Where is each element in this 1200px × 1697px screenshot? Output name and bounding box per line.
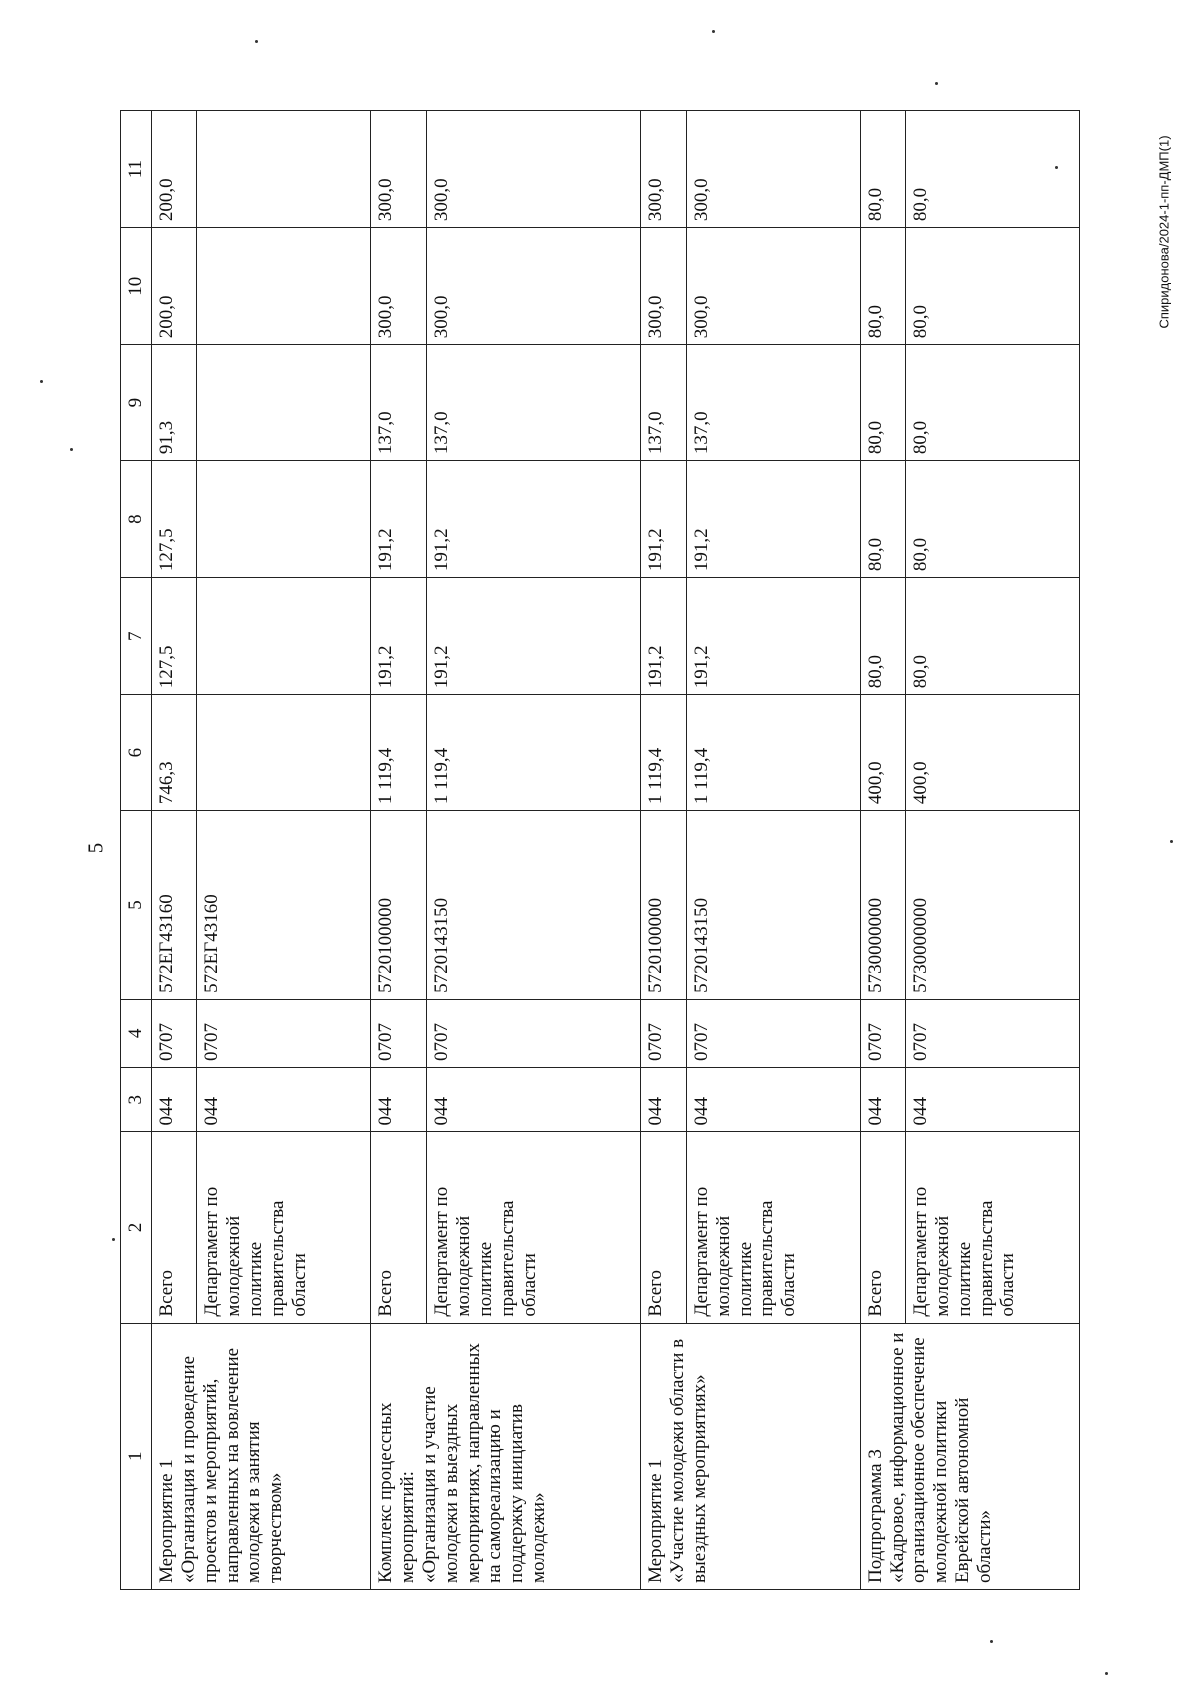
value-cell: 5720143150 — [686, 811, 860, 1000]
value-cell: 300,0 — [427, 111, 641, 228]
value-cell: 0707 — [427, 999, 641, 1067]
value-cell: 300,0 — [686, 111, 860, 228]
value-cell: 5720143150 — [427, 811, 641, 1000]
scan-speck — [112, 1238, 115, 1241]
value-cell: 80,0 — [906, 461, 1080, 578]
value-cell: 200,0 — [152, 111, 197, 228]
value-cell: 80,0 — [906, 345, 1080, 461]
value-cell: 0707 — [641, 999, 686, 1067]
value-cell: 80,0 — [906, 228, 1080, 345]
value-cell: 1 119,4 — [427, 695, 641, 811]
header-cell: 8 — [121, 461, 152, 578]
value-cell: 191,2 — [427, 461, 641, 578]
value-cell: 191,2 — [686, 578, 860, 695]
activity-name-cell: Мероприятие 1 «Участие молодежи области в выездных мероприятиях» — [641, 1323, 860, 1589]
value-cell — [197, 695, 371, 811]
responsible-cell: Департамент по молодежной политике правительства области — [427, 1132, 641, 1323]
scan-speck — [1055, 166, 1058, 169]
value-cell: 80,0 — [860, 461, 905, 578]
value-cell: 5730000000 — [906, 811, 1080, 1000]
value-cell: 400,0 — [906, 695, 1080, 811]
value-cell: 137,0 — [641, 345, 686, 461]
value-cell: 191,2 — [641, 461, 686, 578]
value-cell: 191,2 — [371, 578, 427, 695]
value-cell: 200,0 — [152, 228, 197, 345]
value-cell: 5720100000 — [641, 811, 686, 1000]
value-cell: 044 — [686, 1067, 860, 1132]
value-cell — [197, 578, 371, 695]
value-cell: 80,0 — [906, 111, 1080, 228]
value-cell — [197, 228, 371, 345]
scan-speck — [990, 1640, 993, 1643]
header-cell: 7 — [121, 578, 152, 695]
header-cell: 10 — [121, 228, 152, 345]
value-cell: 0707 — [197, 999, 371, 1067]
value-cell: 300,0 — [371, 228, 427, 345]
value-cell: 0707 — [906, 999, 1080, 1067]
value-cell — [197, 111, 371, 228]
value-cell: 044 — [641, 1067, 686, 1132]
scan-speck — [255, 40, 258, 43]
value-cell: 1 119,4 — [371, 695, 427, 811]
responsible-cell: Департамент по молодежной политике правительства области — [197, 1132, 371, 1323]
scan-speck — [40, 380, 43, 383]
value-cell: 80,0 — [906, 578, 1080, 695]
value-cell: 91,3 — [152, 345, 197, 461]
value-cell: 300,0 — [371, 111, 427, 228]
value-cell: 0707 — [152, 999, 197, 1067]
header-cell: 2 — [121, 1132, 152, 1323]
value-cell: 127,5 — [152, 578, 197, 695]
value-cell: 137,0 — [371, 345, 427, 461]
scan-speck — [1105, 1672, 1108, 1675]
value-cell: 044 — [427, 1067, 641, 1132]
responsible-cell: Департамент по молодежной политике правительства области — [906, 1132, 1080, 1323]
scan-speck — [935, 82, 938, 85]
value-cell: 191,2 — [641, 578, 686, 695]
value-cell: 572ЕГ43160 — [197, 811, 371, 1000]
header-cell: 11 — [121, 111, 152, 228]
activity-name-cell: Комплекс процессных мероприятий: «Организация и участие молодежи в выездных мероприятиях, направленных на самореализацию и поддержку инициатив молодежи» — [371, 1323, 641, 1589]
value-cell — [197, 461, 371, 578]
header-cell: 1 — [121, 1323, 152, 1589]
value-cell: 572ЕГ43160 — [152, 811, 197, 1000]
value-cell: 1 119,4 — [641, 695, 686, 811]
table-row — [371, 111, 427, 1590]
table-row — [641, 111, 686, 1590]
page-number: 5 — [83, 842, 108, 854]
scan-speck — [1170, 840, 1173, 843]
header-cell: 3 — [121, 1067, 152, 1132]
value-cell: 127,5 — [152, 461, 197, 578]
budget-table — [120, 110, 1080, 1590]
responsible-cell: Всего — [641, 1132, 686, 1323]
value-cell: 0707 — [371, 999, 427, 1067]
header-cell: 5 — [121, 811, 152, 1000]
responsible-cell: Всего — [152, 1132, 197, 1323]
activity-name-cell: Мероприятие 1 «Организация и проведение проектов и мероприятий, направленных на вовлечение молодежи в занятия творчеством» — [152, 1323, 371, 1589]
scan-speck — [712, 30, 715, 33]
value-cell: 044 — [152, 1067, 197, 1132]
header-row — [121, 111, 152, 1590]
value-cell: 80,0 — [860, 578, 905, 695]
value-cell: 80,0 — [860, 111, 905, 228]
scan-speck — [70, 448, 73, 451]
value-cell: 5730000000 — [860, 811, 905, 1000]
value-cell: 80,0 — [860, 228, 905, 345]
value-cell: 80,0 — [860, 345, 905, 461]
value-cell: 300,0 — [427, 228, 641, 345]
header-cell: 9 — [121, 345, 152, 461]
value-cell: 044 — [371, 1067, 427, 1132]
table-row — [860, 111, 905, 1590]
value-cell: 400,0 — [860, 695, 905, 811]
value-cell: 300,0 — [686, 228, 860, 345]
value-cell: 137,0 — [427, 345, 641, 461]
value-cell: 044 — [906, 1067, 1080, 1132]
value-cell — [197, 345, 371, 461]
value-cell: 044 — [860, 1067, 905, 1132]
value-cell: 5720100000 — [371, 811, 427, 1000]
value-cell: 1 119,4 — [686, 695, 860, 811]
header-cell: 4 — [121, 999, 152, 1067]
value-cell: 300,0 — [641, 111, 686, 228]
value-cell: 0707 — [860, 999, 905, 1067]
responsible-cell: Всего — [860, 1132, 905, 1323]
value-cell: 044 — [197, 1067, 371, 1132]
value-cell: 0707 — [686, 999, 860, 1067]
value-cell: 137,0 — [686, 345, 860, 461]
activity-name-cell: Подпрограмма 3 «Кадровое, информационное и организационное обеспечение молодежной политики Еврейской автономной области» — [860, 1323, 1079, 1589]
budget-table-container — [120, 110, 1080, 1590]
responsible-cell: Департамент по молодежной политике правительства области — [686, 1132, 860, 1323]
value-cell: 191,2 — [427, 578, 641, 695]
responsible-cell: Всего — [371, 1132, 427, 1323]
table-body — [152, 111, 1080, 1590]
value-cell: 746,3 — [152, 695, 197, 811]
document-code: Спиридонова/2024-1-пп-ДМП(1) — [1156, 135, 1172, 329]
table-row — [152, 111, 197, 1590]
value-cell: 300,0 — [641, 228, 686, 345]
value-cell: 191,2 — [371, 461, 427, 578]
value-cell: 191,2 — [686, 461, 860, 578]
header-cell: 6 — [121, 695, 152, 811]
